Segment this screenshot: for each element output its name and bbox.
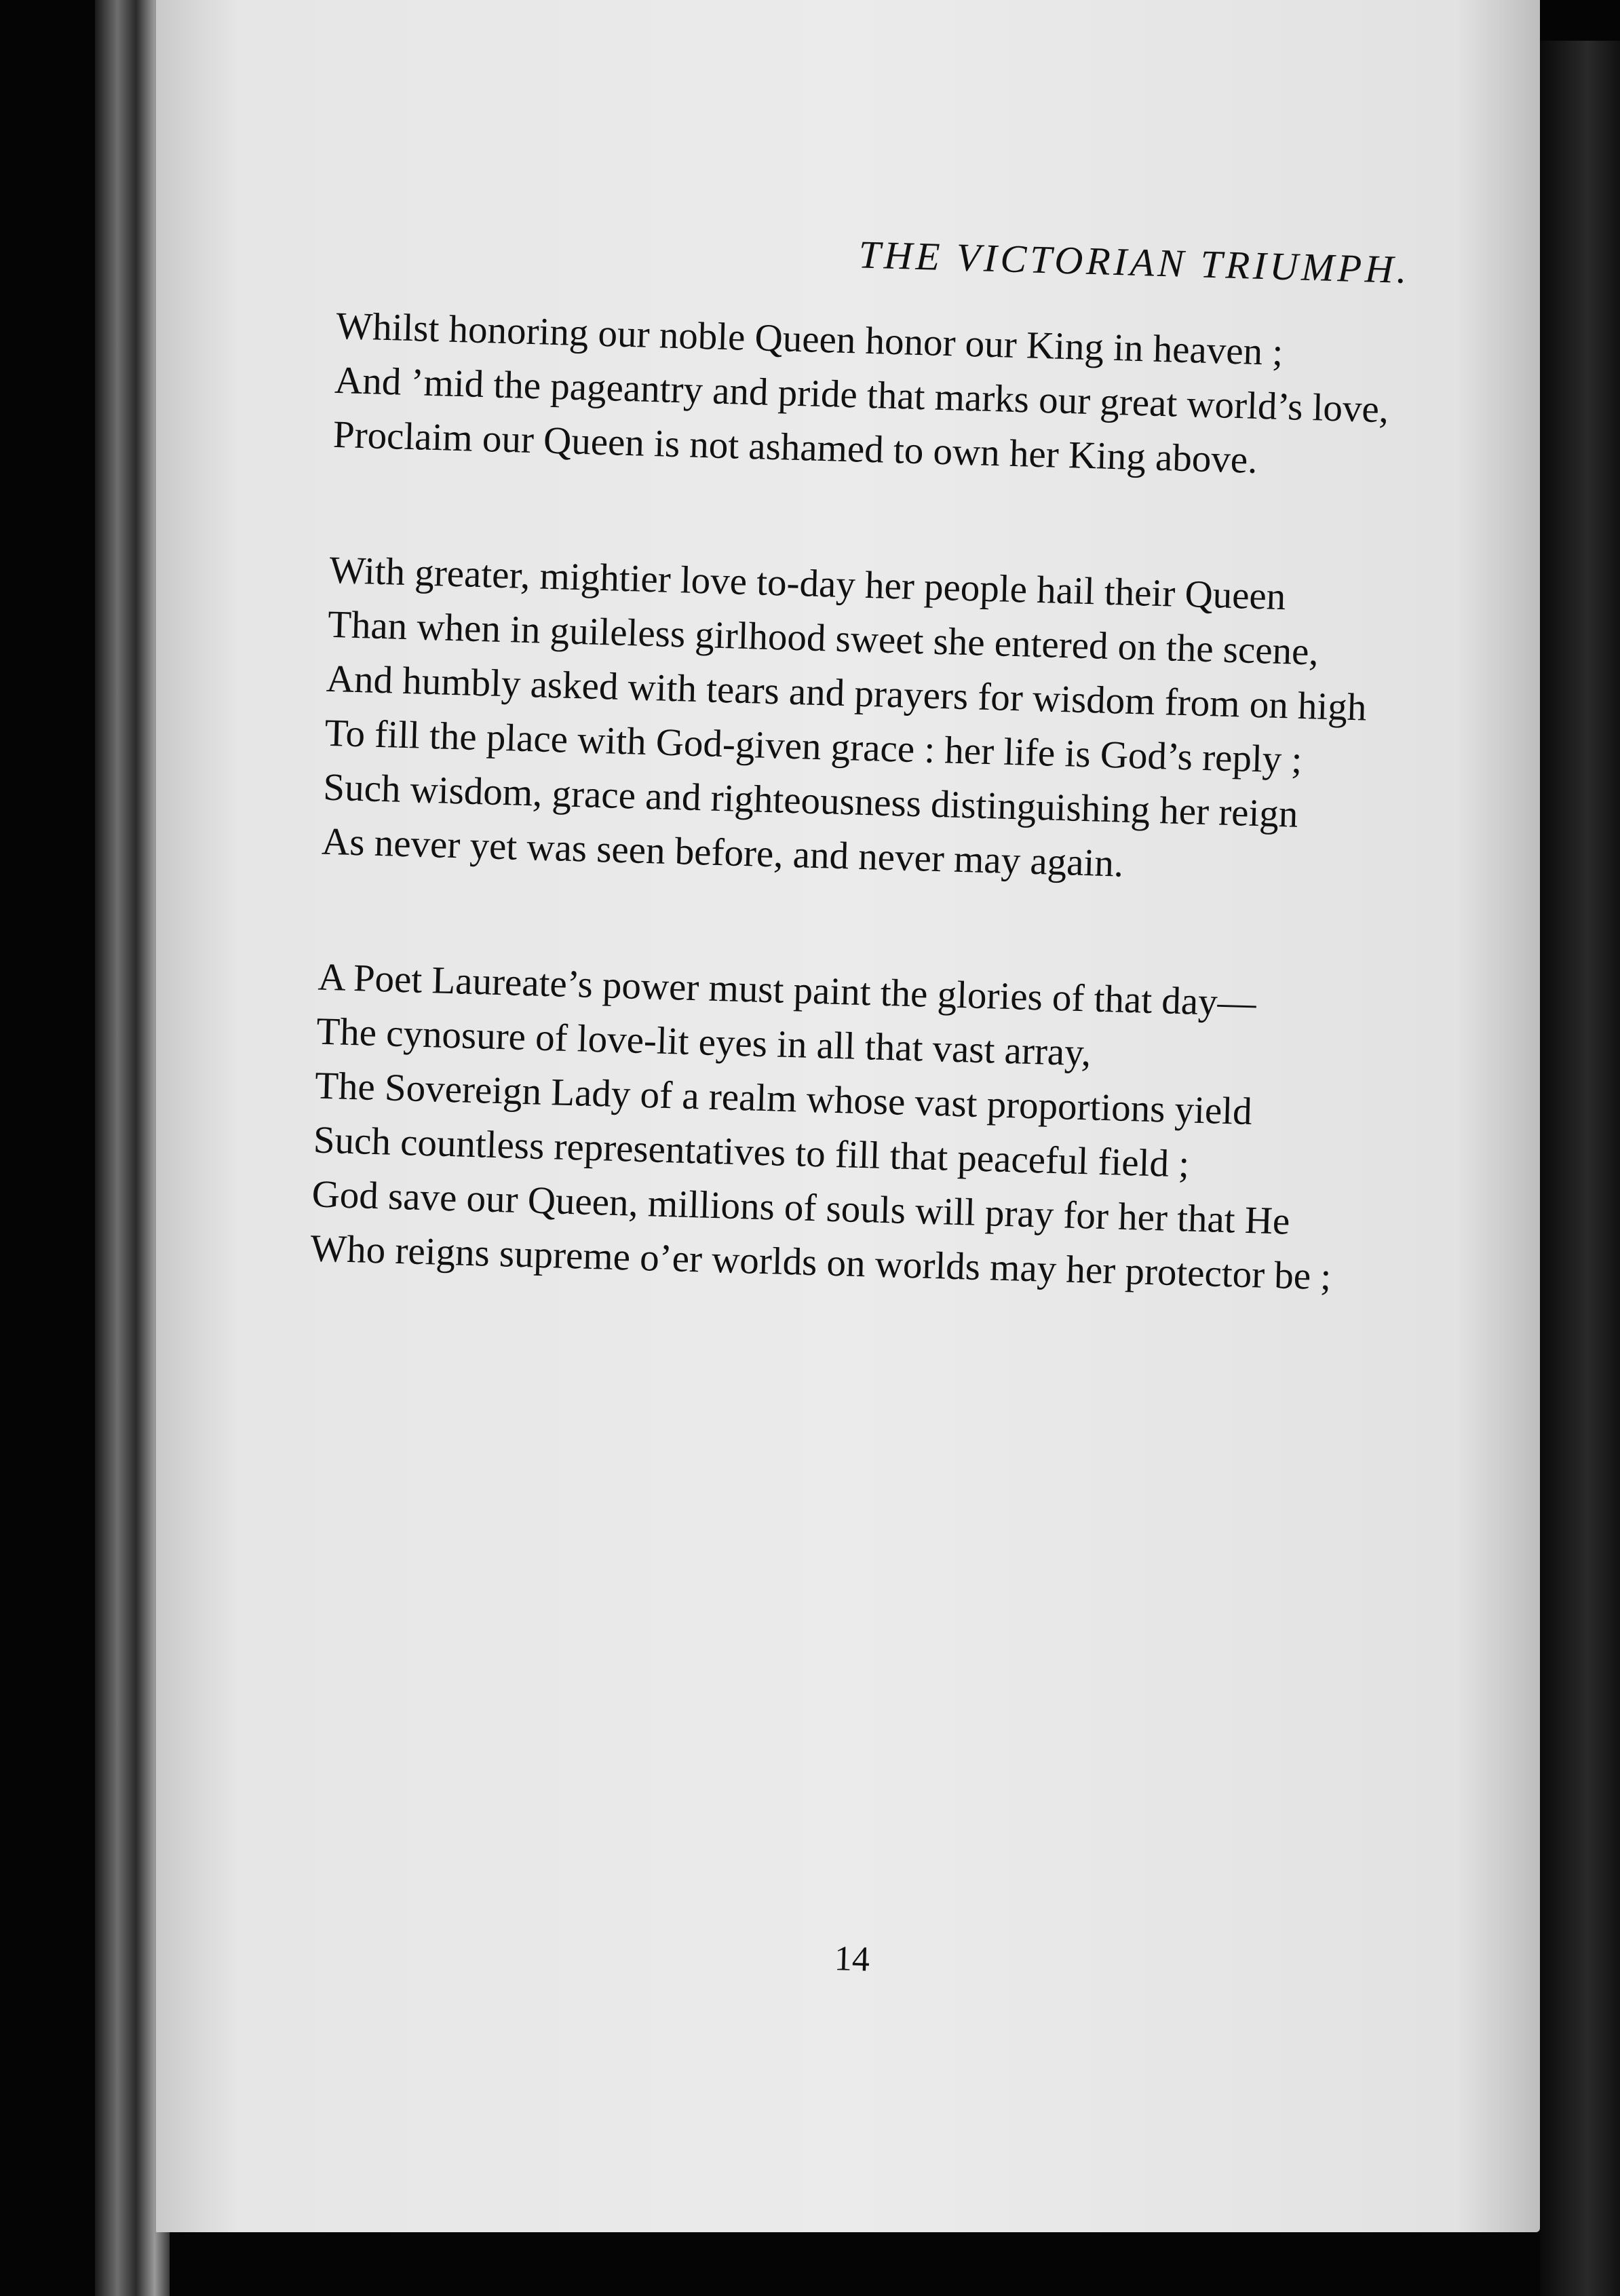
facing-page-shadow	[1540, 41, 1620, 2296]
stanza-3	[309, 952, 1431, 1306]
stanza-1	[332, 301, 1449, 492]
verse-line: Who reigns supreme o’er worlds on worlds may her protector be ;	[309, 1227, 1332, 1299]
stanza-2	[321, 545, 1442, 899]
verse-line: A Poet Laureate’s power must paint the glories of that day—	[317, 955, 1257, 1025]
page-content	[307, 217, 1451, 1390]
verse-line: And humbly asked with tears and prayers for wisdom from on high	[326, 657, 1368, 729]
verse-line: Proclaim our Queen is not ashamed to own her King above.	[332, 413, 1258, 482]
verse-line: Whilst honoring our noble Queen honor our King in heaven ;	[335, 304, 1284, 374]
verse-line: With greater, mightier love to-day her people hail their Queen	[328, 548, 1287, 619]
verse-line: To fill the place with God-given grace : her life is God’s reply ;	[324, 711, 1303, 782]
verse-line: God save our Queen, millions of souls will pray for her that He	[311, 1172, 1291, 1243]
running-head: THE VICTORIAN TRIUMPH.	[857, 232, 1411, 292]
verse-line: Such countless representatives to fill that peaceful field ;	[313, 1118, 1190, 1186]
verse-line: And ’mid the pageantry and pride that marks our great world’s love,	[334, 358, 1389, 432]
verse-line: Than when in guileless girlhood sweet she entered on the scene,	[327, 602, 1319, 674]
verse-line: The Sovereign Lady of a realm whose vast proportions yield	[314, 1064, 1253, 1134]
verse-line: The cynosure of love-lit eyes in all that vast array,	[315, 1010, 1092, 1075]
page-number: 14	[834, 1939, 870, 1979]
verse-line: As never yet was seen before, and never may again.	[321, 820, 1124, 885]
verse-line: Such wisdom, grace and righteousness distinguishing her reign	[322, 765, 1299, 836]
